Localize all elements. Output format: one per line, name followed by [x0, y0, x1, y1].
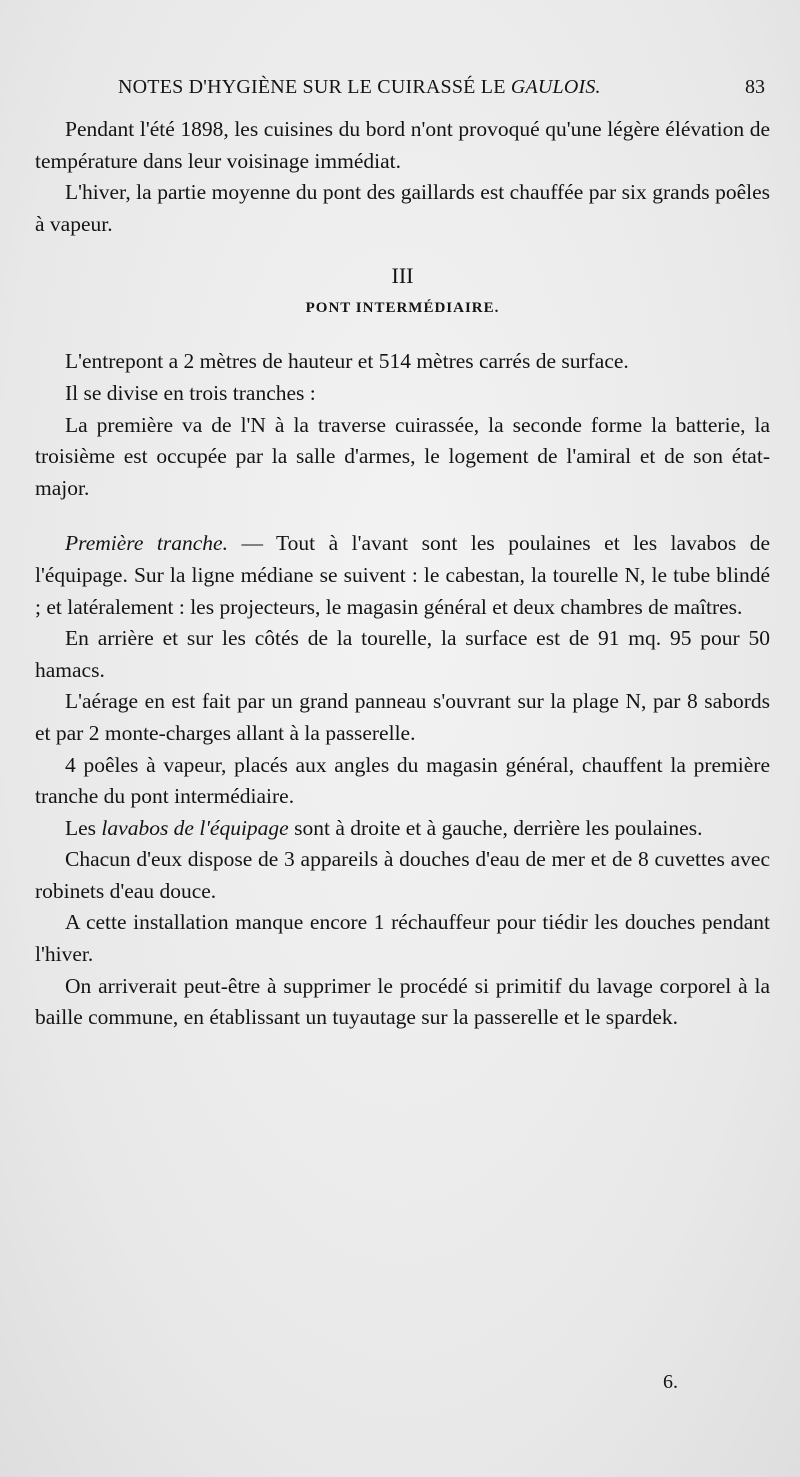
section-title: PONT INTERMÉDIAIRE.: [305, 300, 500, 317]
paragraph: L'entrepont a 2 mètres de hauteur et 514 mètres carrés de surface.: [65, 349, 629, 374]
running-header: [118, 76, 765, 106]
paragraph: A cette installation manque encore 1 réchauffeur pour tiédir les douches pendant l'hiver.: [35, 910, 770, 967]
page-body: [35, 114, 770, 1034]
section-number: III: [391, 263, 414, 289]
paragraph: En arrière et sur les côtés de la tourelle, la surface est de 91 mq. 95 pour 50 hamacs.: [35, 626, 770, 682]
paragraph: L'hiver, la partie moyenne du pont des gaillards est chauffée par six grands poêles à vapeur.: [35, 180, 770, 236]
page-number: 83: [745, 76, 765, 98]
paragraph: Il se divise en trois tranches :: [65, 380, 316, 405]
running-title-text: NOTES D'HYGIÈNE SUR LE CUIRASSÉ LE: [118, 76, 511, 98]
signature-mark: 6.: [663, 1371, 678, 1393]
paragraph: 4 poêles à vapeur, placés aux angles du magasin général, chauffent la première tranche du pont intermédiaire.: [35, 752, 770, 809]
italic-term: lavabos de l'équipage: [101, 815, 289, 840]
paragraph: [35, 813, 770, 845]
paragraph: Chacun d'eux dispose de 3 appareils à douches d'eau de mer et de 8 cuvettes avec robinets d'eau douce.: [35, 847, 770, 903]
paragraph-text: Les: [65, 815, 102, 840]
paragraph: La première va de l'N à la traverse cuirassée, la seconde forme la batterie, la troisième est occupée par la salle d'armes, le logement de l'amiral et de son état-major.: [35, 412, 770, 500]
run-in-heading: Première tranche.: [65, 531, 228, 556]
running-title-ship: GAULOIS.: [510, 76, 601, 98]
paragraph-text: sont à droite et à gauche, derrière les poulaines.: [288, 815, 703, 840]
paragraph: On arriverait peut-être à supprimer le procédé si primitif du lavage corporel à la baille commune, en établissant un tuyautage sur la passerelle et le spardek.: [35, 973, 770, 1030]
paragraph: [35, 528, 770, 623]
paragraph-text: — Tout à l'avant sont les poulaines et les lavabos de l'équipage. Sur la ligne médiane se suivent : le cabestan, la tourelle N, le tube blindé ; et latéralement : les projecteurs, le magasin général et deux chambres de maîtres.: [35, 531, 771, 619]
paragraph: L'aérage en est fait par un grand panneau s'ouvrant sur la plage N, par 8 sabords et par 2 monte-charges allant à la passerelle.: [35, 689, 770, 745]
paragraph: Pendant l'été 1898, les cuisines du bord n'ont provoqué qu'une légère élévation de température dans leur voisinage immédiat.: [35, 117, 770, 173]
running-title: [118, 76, 601, 99]
